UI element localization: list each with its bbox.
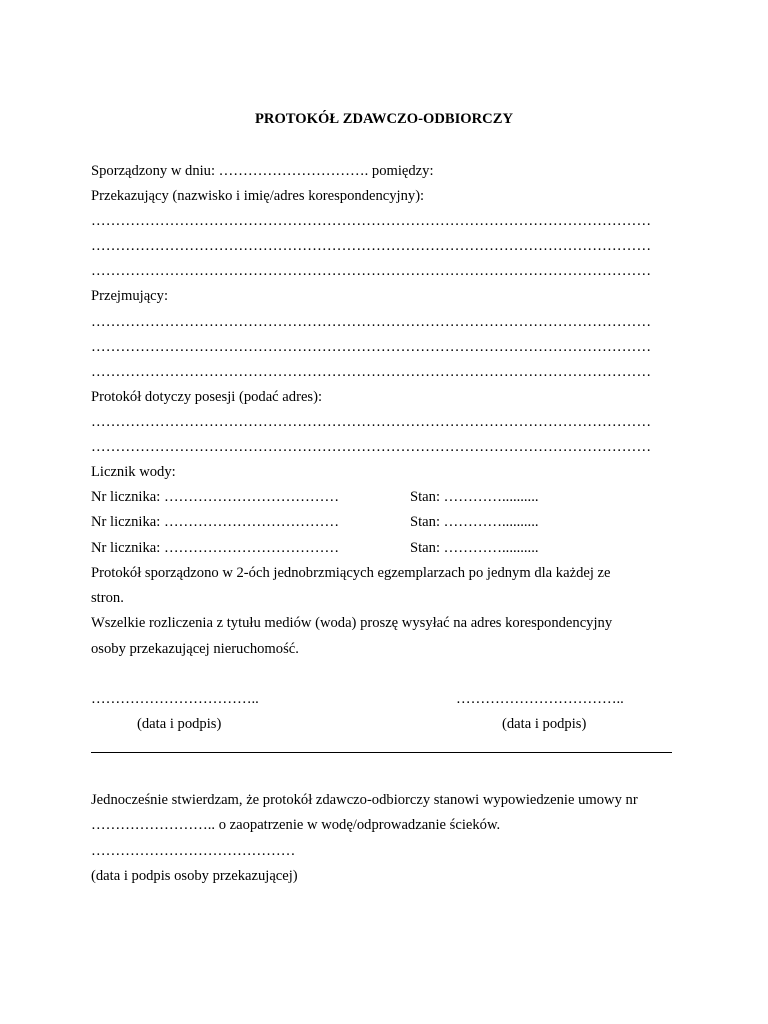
property-fill-line-1: …………………………………………………………………………………………………… xyxy=(91,414,652,430)
transferee-fill-line-3: …………………………………………………………………………………………………… xyxy=(91,364,652,380)
transferee-fill-line-2: …………………………………………………………………………………………………… xyxy=(91,339,652,355)
copies-paragraph-line-1: Protokół sporządzono w 2-óch jednobrzmiących egzemplarzach po jednym dla każdej ze xyxy=(91,565,611,581)
billing-paragraph-line-1: Wszelkie rozliczenia z tytułu mediów (woda) proszę wysyłać na adres korespondencyjny xyxy=(91,615,613,631)
transferor-label: Przekazujący (nazwisko i imię/adres korespondencyjny): xyxy=(91,188,425,204)
transferee-fill-line-1: …………………………………………………………………………………………………… xyxy=(91,314,652,330)
billing-paragraph-line-2: osoby przekazującej nieruchomość. xyxy=(91,641,299,657)
copies-paragraph-line-2: stron. xyxy=(91,590,124,606)
signature-right-caption: (data i podpis) xyxy=(502,716,587,732)
termination-paragraph-line-1: Jednocześnie stwierdzam, że protokół zdawczo-odbiorczy stanowi wypowiedzenie umowy nr xyxy=(91,792,638,808)
transferor-fill-line-3: …………………………………………………………………………………………………… xyxy=(91,263,652,279)
signature-left-dots: …………………………….. xyxy=(91,691,259,707)
water-meter-label: Licznik wody: xyxy=(91,464,176,480)
meter-number-1: Nr licznika: ……………………………… xyxy=(91,489,340,505)
property-label: Protokół dotyczy posesji (podać adres): xyxy=(91,389,323,405)
separator-line xyxy=(91,752,672,753)
signature-right-dots: …………………………….. xyxy=(456,691,624,707)
meter-reading-1: Stan: ………….......... xyxy=(410,489,539,505)
meter-number-2: Nr licznika: ……………………………… xyxy=(91,514,340,530)
final-signature-dots: …………………………………… xyxy=(91,843,296,859)
transferee-label: Przejmujący: xyxy=(91,288,168,304)
property-fill-line-2: …………………………………………………………………………………………………… xyxy=(91,439,652,455)
date-and-parties-line: Sporządzony w dniu: …………………………. pomiędzy: xyxy=(91,163,434,179)
transferor-fill-line-2: …………………………………………………………………………………………………… xyxy=(91,238,652,254)
transferor-fill-line-1: …………………………………………………………………………………………………… xyxy=(91,213,652,229)
document-title: PROTOKÓŁ ZDAWCZO-ODBIORCZY xyxy=(255,111,513,127)
signature-left-caption: (data i podpis) xyxy=(137,716,222,732)
meter-reading-3: Stan: ………….......... xyxy=(410,540,539,556)
meter-reading-2: Stan: ………….......... xyxy=(410,514,539,530)
termination-paragraph-line-2: …………………….. o zaopatrzenie w wodę/odprowadzanie ścieków. xyxy=(91,817,501,833)
meter-number-3: Nr licznika: ……………………………… xyxy=(91,540,340,556)
final-signature-caption: (data i podpis osoby przekazującej) xyxy=(91,868,298,884)
